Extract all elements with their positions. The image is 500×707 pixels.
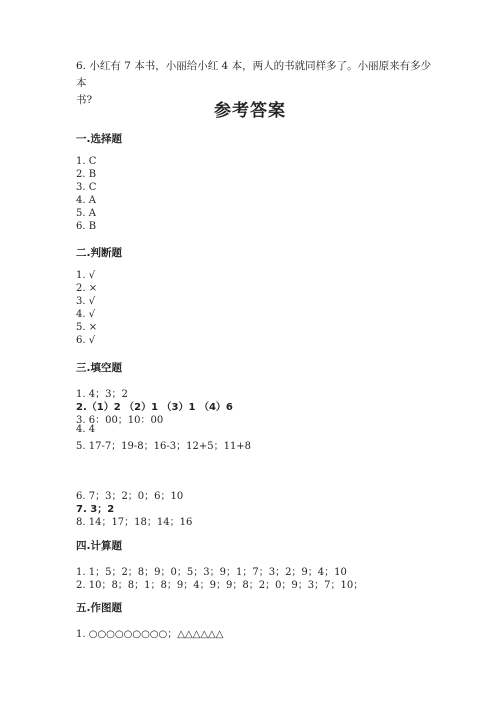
choice-answer-1: 1. C [76,156,97,167]
calc-answer-1: 1. 1；5；2；8；9；0；5；3；9；1；7；3；2；9；4；10 [76,567,347,578]
judge-answer-1: 1. √ [76,270,96,281]
section-heading-fill: 三.填空题 [76,362,122,374]
fill-answer-8: 8. 14；17；18；14；16 [76,517,193,528]
question-6-line-1: 6. 小红有 7 本书，小丽给小红 4 本，两人的书就同样多了。小丽原来有多少本 [76,60,432,89]
judge-answer-3: 3. √ [76,296,96,307]
choice-answer-5: 5. A [76,208,96,219]
fill-answer-2: 2.（1）2 （2）1 （3）1 （4）6 [76,402,233,413]
draw-answer-1: 1. ○○○○○○○○○；△△△△△△ [76,629,224,640]
fill-answer-4: 4. 4 [76,424,96,435]
section-heading-draw: 五.作图题 [76,602,122,614]
judge-answer-6: 6. √ [76,335,96,346]
choice-answer-3: 3. C [76,182,97,193]
fill-answer-7: 7. 3；2 [76,504,115,515]
fill-answer-6: 6. 7；3；2；0；6；10 [76,491,184,502]
judge-answer-5: 5. × [76,322,98,333]
judge-answer-2: 2. × [76,283,98,294]
fill-answer-1: 1. 4；3；2 [76,389,128,400]
choice-answer-4: 4. A [76,195,96,206]
section-heading-choice: 一.选择题 [76,133,122,145]
choice-answer-2: 2. B [76,169,97,180]
judge-answer-4: 4. √ [76,309,96,320]
question-6-line-2: 书? [76,94,93,106]
answer-title: 参考答案 [214,101,286,121]
choice-answer-6: 6. B [76,221,97,232]
section-heading-calc: 四.计算题 [76,540,122,552]
fill-answer-5: 5. 17-7；19-8；16-3；12+5；11+8 [76,441,252,452]
fill-answer-3: 3. 6：00；10：00 [76,415,164,426]
calc-answer-2: 2. 10；8；8；1；8；9；4；9；9；8；2；0；9；3；7；10； [76,580,364,591]
section-heading-judge: 二.判断题 [76,247,122,259]
